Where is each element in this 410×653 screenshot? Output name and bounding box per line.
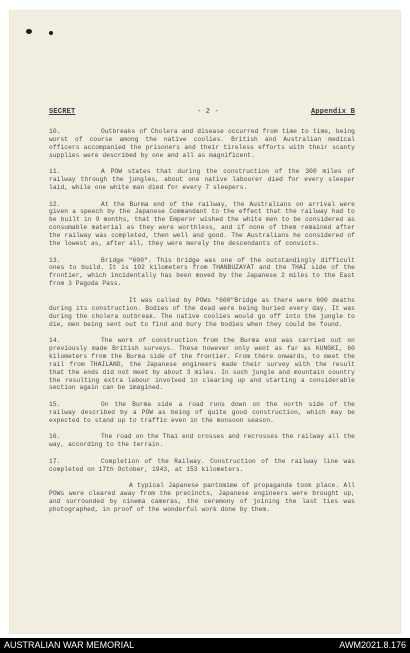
paragraph-text: It was called by POWs "600"Bridge as there were 600 deaths during its construction. Bodies of the dead were being buried every day. It was during the cholera outbreak. The native coolies would go off into the jungle to die, men being sent out to find and bury the bodies when they could be found. <box>49 296 355 328</box>
paragraph <box>49 201 355 248</box>
paragraph-text: The road on the Thai end crosses and recrosses the railway all the way, according to the terrain. <box>49 433 355 449</box>
paragraph <box>49 168 355 192</box>
document-body <box>49 128 355 522</box>
classification-label: SECRET <box>49 108 76 116</box>
paragraph-number: 13. <box>49 256 61 264</box>
paragraph-text: On the Burma side a road runs down on the north side of the railway described by a POW as being of quite good construction, which may be expected to stand up to traffic even in the monsoon season. <box>49 400 355 424</box>
archive-name: AUSTRALIAN WAR MEMORIAL <box>4 640 135 650</box>
paragraph <box>49 128 355 160</box>
paragraph-text: At the Burma end of the railway, the Australians on arrival were given a speech by the Japanese Commandant to the effect that the railway had to be built in 9 months, that the Emperor wished the white men to be considered as consumable material as they were worthless, and if none of them remained after the railway was completed, then well and good. The Australians he considered of the lowest as, after all, they were merely the descendants of convicts. <box>49 200 355 248</box>
paragraph-text: A typical Japanese pantomime of propaganda took place. All POWs were cleared away from the precincts, Japanese engineers were brought up, and surrounded by cinema cameras, the ceremony of joining the last ties was photographed, in proof of the wonderful work done by them. <box>49 482 355 513</box>
document-page <box>9 10 401 634</box>
punch-hole-mark <box>49 31 53 35</box>
paragraph-number: 12. <box>49 200 61 208</box>
paragraph-number: 11. <box>49 168 61 176</box>
page-number: - 2 - <box>197 108 220 116</box>
paragraph-text: Outbreaks of Cholera and disease occurred from time to time, being worst of course among the native coolies. British and Australian medical officers accompanied the prisoners and their tireless efforts with their scanty supplies were described by one and all as magnificent. <box>49 128 355 159</box>
paragraph <box>49 433 355 449</box>
archive-footer <box>0 638 410 653</box>
paragraph-number: 16. <box>49 433 61 441</box>
paragraph <box>49 458 355 474</box>
archive-reference: AWM2021.8.176 <box>339 640 406 650</box>
paragraph-text: A POW states that during the construction of the 300 miles of railway through the jungles, about one native labourer died for every sleeper laid, while one white man died for every 7 sleepers. <box>49 168 355 192</box>
paragraph-text: Completion of the Railway. Construction of the railway line was completed on 17th October, 1943, at 153 kilometers. <box>49 457 355 473</box>
paragraph <box>49 257 355 289</box>
paragraph-number: 17. <box>49 457 61 465</box>
paragraph-number: 15. <box>49 400 61 408</box>
paragraph <box>49 337 355 392</box>
paragraph-text: Bridge "600". This bridge was one of the outstandingly difficult ones to build. It is 102 kilometers from THANBUZAYAT and the THAI side of the frontier, which incidentally has been moved by the Japanese 2 miles to the East from 3 Pagoda Pass. <box>49 256 355 288</box>
appendix-label: Appendix B <box>310 108 355 116</box>
paragraph-number: 14. <box>49 337 61 344</box>
paragraph-number: 10. <box>49 128 61 135</box>
paragraph-text: The work of construction from the Burma end was carried out on previously made British surveys. These however only went as far as KUNGKI, 60 kilometers from the Burma side of the frontier. From there onwards, to meet the rail from THAILAND, the Japanese engineers made their survey with the result that the ends did not meet by about 3 miles. In such jungle and mountain country the resulting extra labour involved in clearing up and starting a considerable section again can be imagined. <box>49 337 355 392</box>
punch-hole-mark <box>26 29 32 34</box>
paragraph <box>49 482 355 514</box>
paragraph <box>49 401 355 425</box>
paragraph <box>49 297 355 329</box>
